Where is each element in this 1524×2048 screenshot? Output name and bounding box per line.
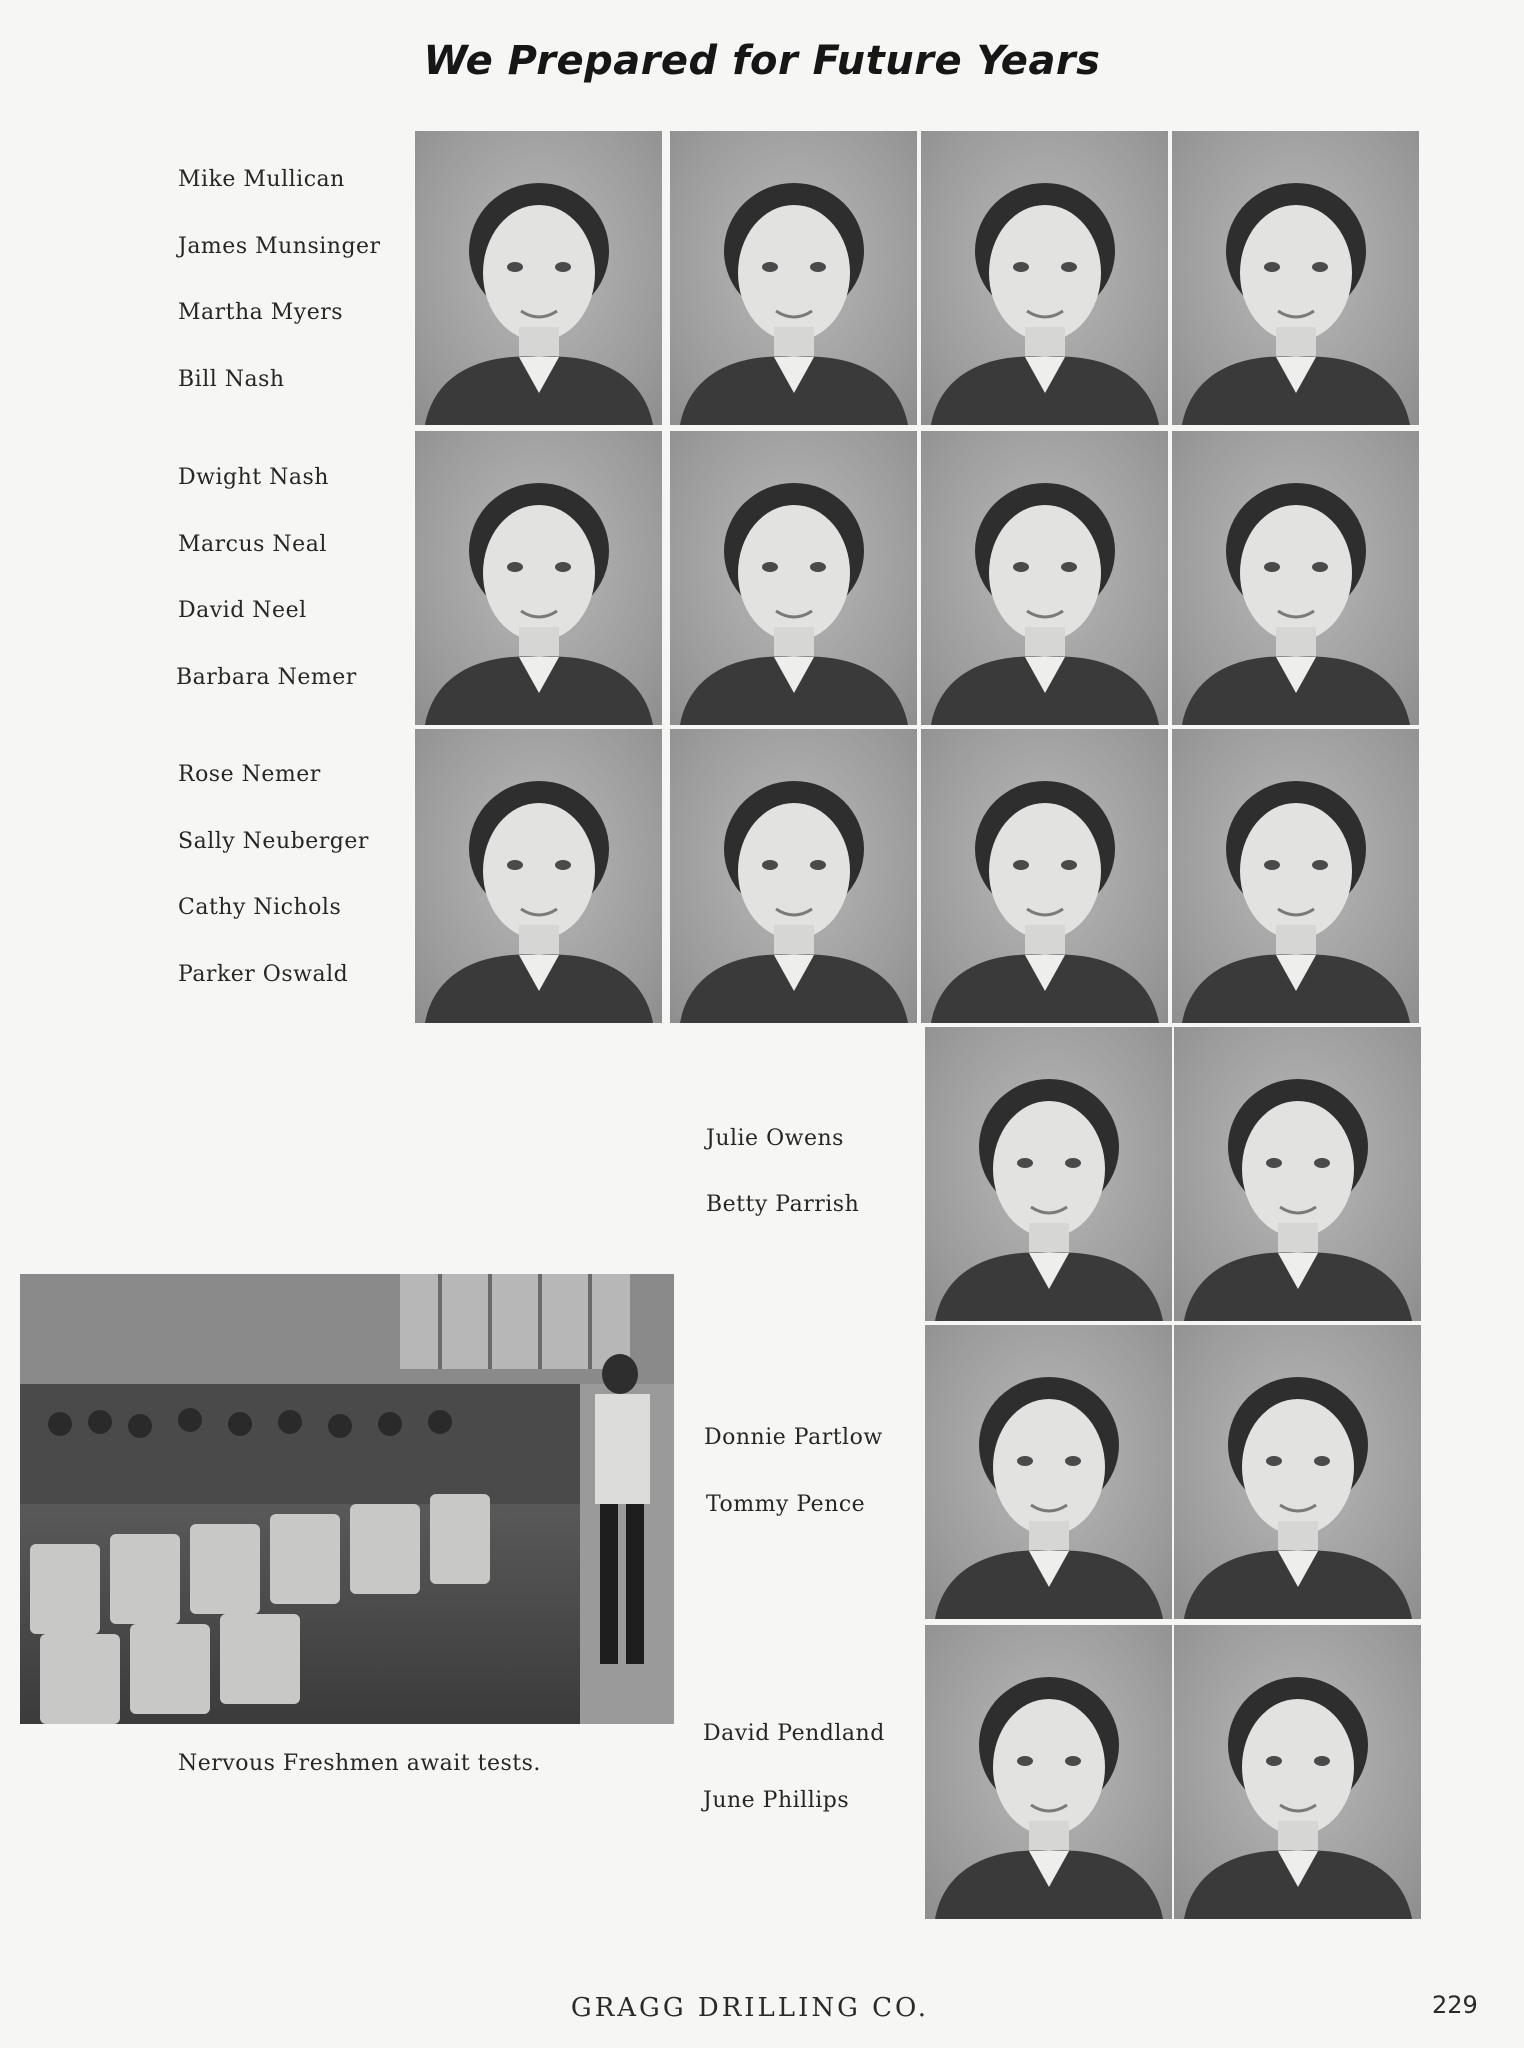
student-portrait [925,1325,1172,1619]
photo-caption: Nervous Freshmen await tests. [178,1751,541,1776]
student-name: Marcus Neal [178,532,327,557]
student-name: Betty Parrish [706,1192,860,1217]
student-name: Sally Neuberger [178,829,369,854]
student-name: David Pendland [703,1721,885,1746]
student-name: Martha Myers [178,300,344,325]
student-name: Bill Nash [178,367,285,392]
sponsor-footer: GRAGG DRILLING CO. [570,1993,930,2023]
student-portrait [1174,1625,1421,1919]
page-number: 229 [1432,1991,1478,2019]
auditorium-photo [20,1274,674,1724]
student-portrait [1172,431,1419,725]
student-portrait [415,431,662,725]
student-portrait [415,729,662,1023]
student-name: June Phillips [703,1788,850,1813]
student-name: Donnie Partlow [704,1425,883,1450]
student-name: Julie Owens [706,1126,844,1151]
student-portrait [670,431,917,725]
student-portrait [921,131,1168,425]
student-portrait [921,431,1168,725]
student-portrait [925,1625,1172,1919]
student-name: James Munsinger [178,234,381,259]
student-name: Parker Oswald [178,962,349,987]
student-portrait [925,1027,1172,1321]
student-portrait [1172,729,1419,1023]
student-portrait [921,729,1168,1023]
student-name: Mike Mullican [178,167,345,192]
student-portrait [1174,1027,1421,1321]
student-name: Dwight Nash [178,465,329,490]
student-name: Rose Nemer [178,762,321,787]
student-name: Cathy Nichols [178,895,342,920]
student-name: Tommy Pence [706,1492,866,1517]
student-portrait [670,131,917,425]
student-portrait [1172,131,1419,425]
student-portrait [1174,1325,1421,1619]
student-portrait [670,729,917,1023]
page-title: We Prepared for Future Years [423,38,1101,84]
student-name: David Neel [178,598,307,623]
student-name: Barbara Nemer [176,665,357,690]
student-portrait [415,131,662,425]
